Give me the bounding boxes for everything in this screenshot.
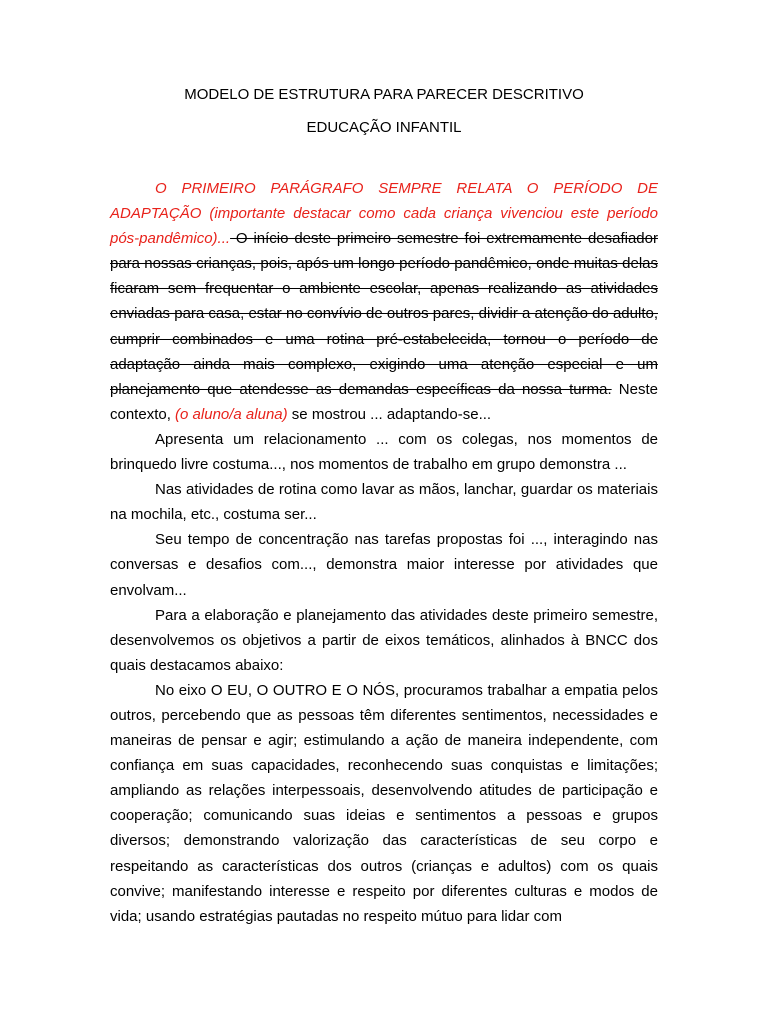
paragraph-adaptation <box>110 176 658 427</box>
paragraph-text: se mostrou ... adaptando-se... <box>287 405 492 423</box>
paragraph-eixo-eu-outro-nos: No eixo O EU, O OUTRO E O NÓS, procuramos trabalhar a empatia pelos outros, percebendo que as pessoas têm diferentes sentimentos, necessidades e maneiras de pensar e agir; estimulando a ação de maneira independente, com confiança em suas capacidades, reconhecendo suas conquistas e limitações; ampliando as relações interpessoais, desenvolvendo atitudes de participação e cooperação; comunicando suas ideias e sentimentos a pessoas e grupos diversos; demonstrando valorização das características de seu corpo e respeitando as características dos outros (crianças e adultos) com os quais convive; manifestando interesse e respeito por diferentes culturas e modos de vida; usando estratégias pautadas no respeito mútuo para lidar com <box>110 681 658 925</box>
document-subtitle: EDUCAÇÃO INFANTIL <box>306 119 462 136</box>
paragraph-planning: Para a elaboração e planejamento das atividades deste primeiro semestre, desenvolvemos os objetivos a partir de eixos temáticos, alinhados à BNCC dos quais destacamos abaixo: <box>110 606 658 674</box>
paragraph-relationship: Apresenta um relacionamento ... com os colegas, nos momentos de brinquedo livre costuma..., nos momentos de trabalho em grupo demonstra ... <box>110 430 658 474</box>
red-instruction-text: O PRIMEIRO PARÁGRAFO SEMPRE RELATA O PERÍODO DE ADAPTAÇÃO (importante destacar como cada criança vivenciou este período pós-pandêmico)... <box>110 180 658 248</box>
struck-through-text: O início deste primeiro semestre foi extremamente desafiador para nossas crianças, pois, após um longo período pandêmico, onde muitas delas ficaram sem frequentar o ambiente escolar, apenas realizando as atividades enviadas para casa, estar no convívio de outros pares, dividir a atenção do adulto, cumprir combinados e uma rotina pré-estabelecida, tornou o período de adaptação ainda mais complexo, exigindo uma atenção especial e um planejamento que atendesse as demandas específicas da nossa turma. <box>110 230 658 398</box>
paragraph-concentration: Seu tempo de concentração nas tarefas propostas foi ..., interagindo nas conversas e desafios com..., demonstra maior interesse por atividades que envolvam... <box>110 531 658 599</box>
paragraph-routine: Nas atividades de rotina como lavar as mãos, lanchar, guardar os materiais na mochila, etc., costuma ser... <box>110 481 658 524</box>
document-body <box>110 176 658 929</box>
paragraph-text: Neste contexto, <box>110 380 658 423</box>
document-title: MODELO DE ESTRUTURA PARA PARECER DESCRITIVO <box>184 86 584 103</box>
student-placeholder: (o aluno/a aluna) <box>175 405 288 423</box>
